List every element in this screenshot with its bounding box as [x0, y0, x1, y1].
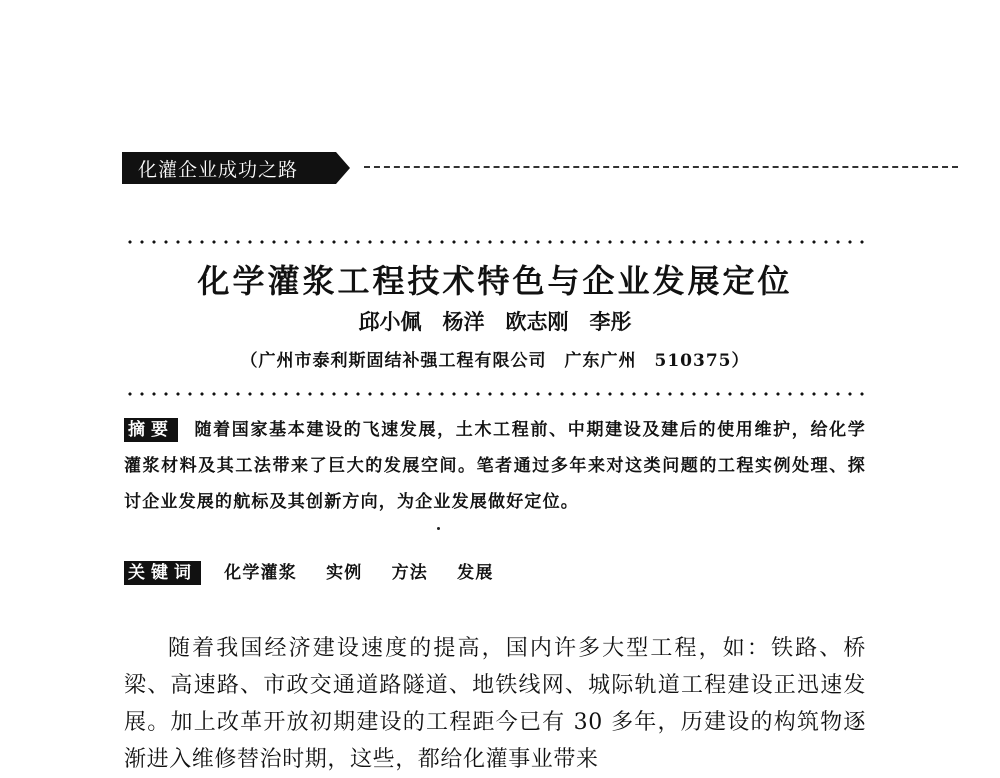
article-authors: 邱小佩 杨洋 欧志刚 李彤	[358, 310, 632, 334]
abstract-text: 随着国家基本建设的飞速发展，土木工程前、中期建设及建后的使用维护，给化学灌浆材料及其工法带来了巨大的发展空间。笔者通过多年来对这类问题的工程实例处理、探讨企业发展的航标及其创新方向，为企业发展做好定位。	[124, 420, 866, 512]
title-bottom-dotted-rule	[124, 392, 866, 396]
keyword-item: 化学灌浆	[224, 563, 297, 583]
article-affiliation: （广州市泰利斯固结补强工程有限公司 广东广州 510375）	[240, 351, 750, 371]
keywords-label: 关键词	[124, 561, 201, 585]
title-top-dotted-rule	[124, 240, 866, 244]
section-tag	[122, 152, 352, 184]
header-dashed-rule	[364, 166, 958, 168]
keyword-item: 方法	[391, 563, 428, 583]
keywords	[124, 558, 866, 585]
section-tag-arrow	[336, 152, 350, 184]
article-title: 化学灌浆工程技术特色与企业发展定位	[197, 262, 793, 300]
abstract	[124, 412, 866, 520]
section-tag-label: 化灌企业成功之路	[122, 152, 336, 184]
scan-speck	[437, 527, 440, 530]
body-paragraph: 随着我国经济建设速度的提高，国内许多大型工程，如：铁路、桥梁、高速路、市政交通道路隧道、地铁线网、城际轨道工程建设正迅速发展。加上改革开放初期建设的工程距今已有 30 多年，历建设的构筑物逐渐进入维修替治时期，这些，都给化灌事业带来	[124, 636, 866, 772]
abstract-label: 摘要	[124, 418, 178, 442]
keyword-item: 发展	[457, 563, 494, 583]
keyword-item: 实例	[326, 563, 363, 583]
